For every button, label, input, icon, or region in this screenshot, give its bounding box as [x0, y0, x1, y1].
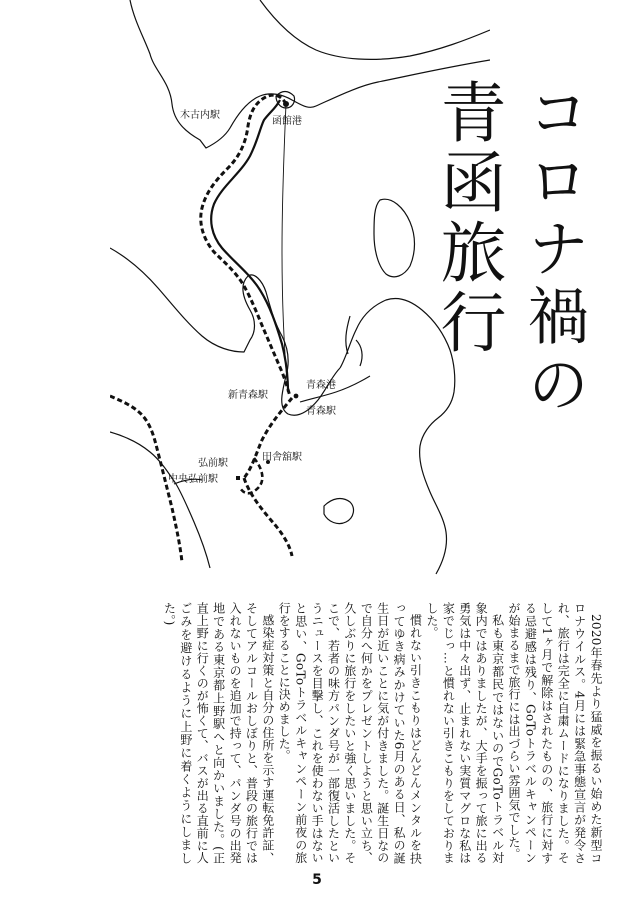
- hirosaki-marker: [236, 476, 240, 480]
- label-hirosaki: 弘前駅: [198, 458, 228, 469]
- hakodate-marker: [283, 101, 289, 107]
- page-number: 5: [312, 872, 322, 888]
- label-kikonai: 木古内駅: [180, 110, 220, 121]
- paragraph-2: 私も東京都民ではないのでGoToトラベル対象内ではありましたが、大手を振って旅に出る勇気は中々出ず、止まれない実質マグロな私は家でじっ…と慣れない引きこもりをしておりました。: [424, 602, 505, 864]
- shichinohe-coast: [324, 499, 353, 524]
- label-inakadate: 田舎舘駅: [262, 452, 302, 463]
- label-shin-aomori: 新青森駅: [228, 390, 268, 401]
- title-line2: 青函旅行: [429, 78, 506, 358]
- label-chuo-hirosaki: 中央弘前駅: [168, 474, 218, 485]
- ou-line-south: [244, 478, 292, 556]
- konan-line: [240, 458, 262, 493]
- ou-line: [244, 398, 292, 478]
- label-aomori-port: 青森港: [306, 380, 336, 391]
- paragraph-4: 感染症対策と自分の住所を示す運転免許証、そしてアルコールおしぼりと、普段の旅行では入れないものを追加で持って、パンダ号の出発地である東京都上野駅へと向かいました。(正直上野に行くのが怖くて、バスが出る直前に人ごみを避けるように上野に着くようにしました。): [162, 602, 275, 864]
- hokkaido-east-shore: [260, 0, 490, 59]
- west-coast: [110, 432, 210, 568]
- railway-lines: [110, 95, 370, 562]
- title-line1: コロナ禍の: [517, 80, 590, 420]
- hokkaido-line: [201, 95, 290, 396]
- paragraph-1: 2020年春先より猛威を振るい始めた新型コロナウイルス。4月には緊急事態宣言が発令され、旅行は完全に自粛ムードになりました。そして1ヶ月で解除はされたものの、旅行に対する忌避感は残り、GoToトラベルキャンペーンが始まるまで旅行には出づらい雰囲気でした。: [506, 602, 603, 864]
- label-hakodate-port: 函館港: [272, 116, 302, 127]
- label-aomori-station: 青森駅: [306, 406, 336, 417]
- paragraph-3: 慣れない引きこもりはどんどんメンタルを抉ってゆき病みかけていた6月のある日、私の誕生日が近いことに気が付きました。誕生日なので自分へ何かをプレゼントしようと思い立ち、久しぶりに旅行をしたいと強く思いました。そこで、若者の味方パンダ号が一部復活したというニュースを目撃し、これを使わない手はないと思い、GoToトラベルキャンペーン前夜の旅行をすることに決めました。: [277, 602, 423, 864]
- aomori-port-marker: [294, 394, 299, 399]
- shimokita-tip: [374, 199, 415, 277]
- body-text: [134, 602, 604, 864]
